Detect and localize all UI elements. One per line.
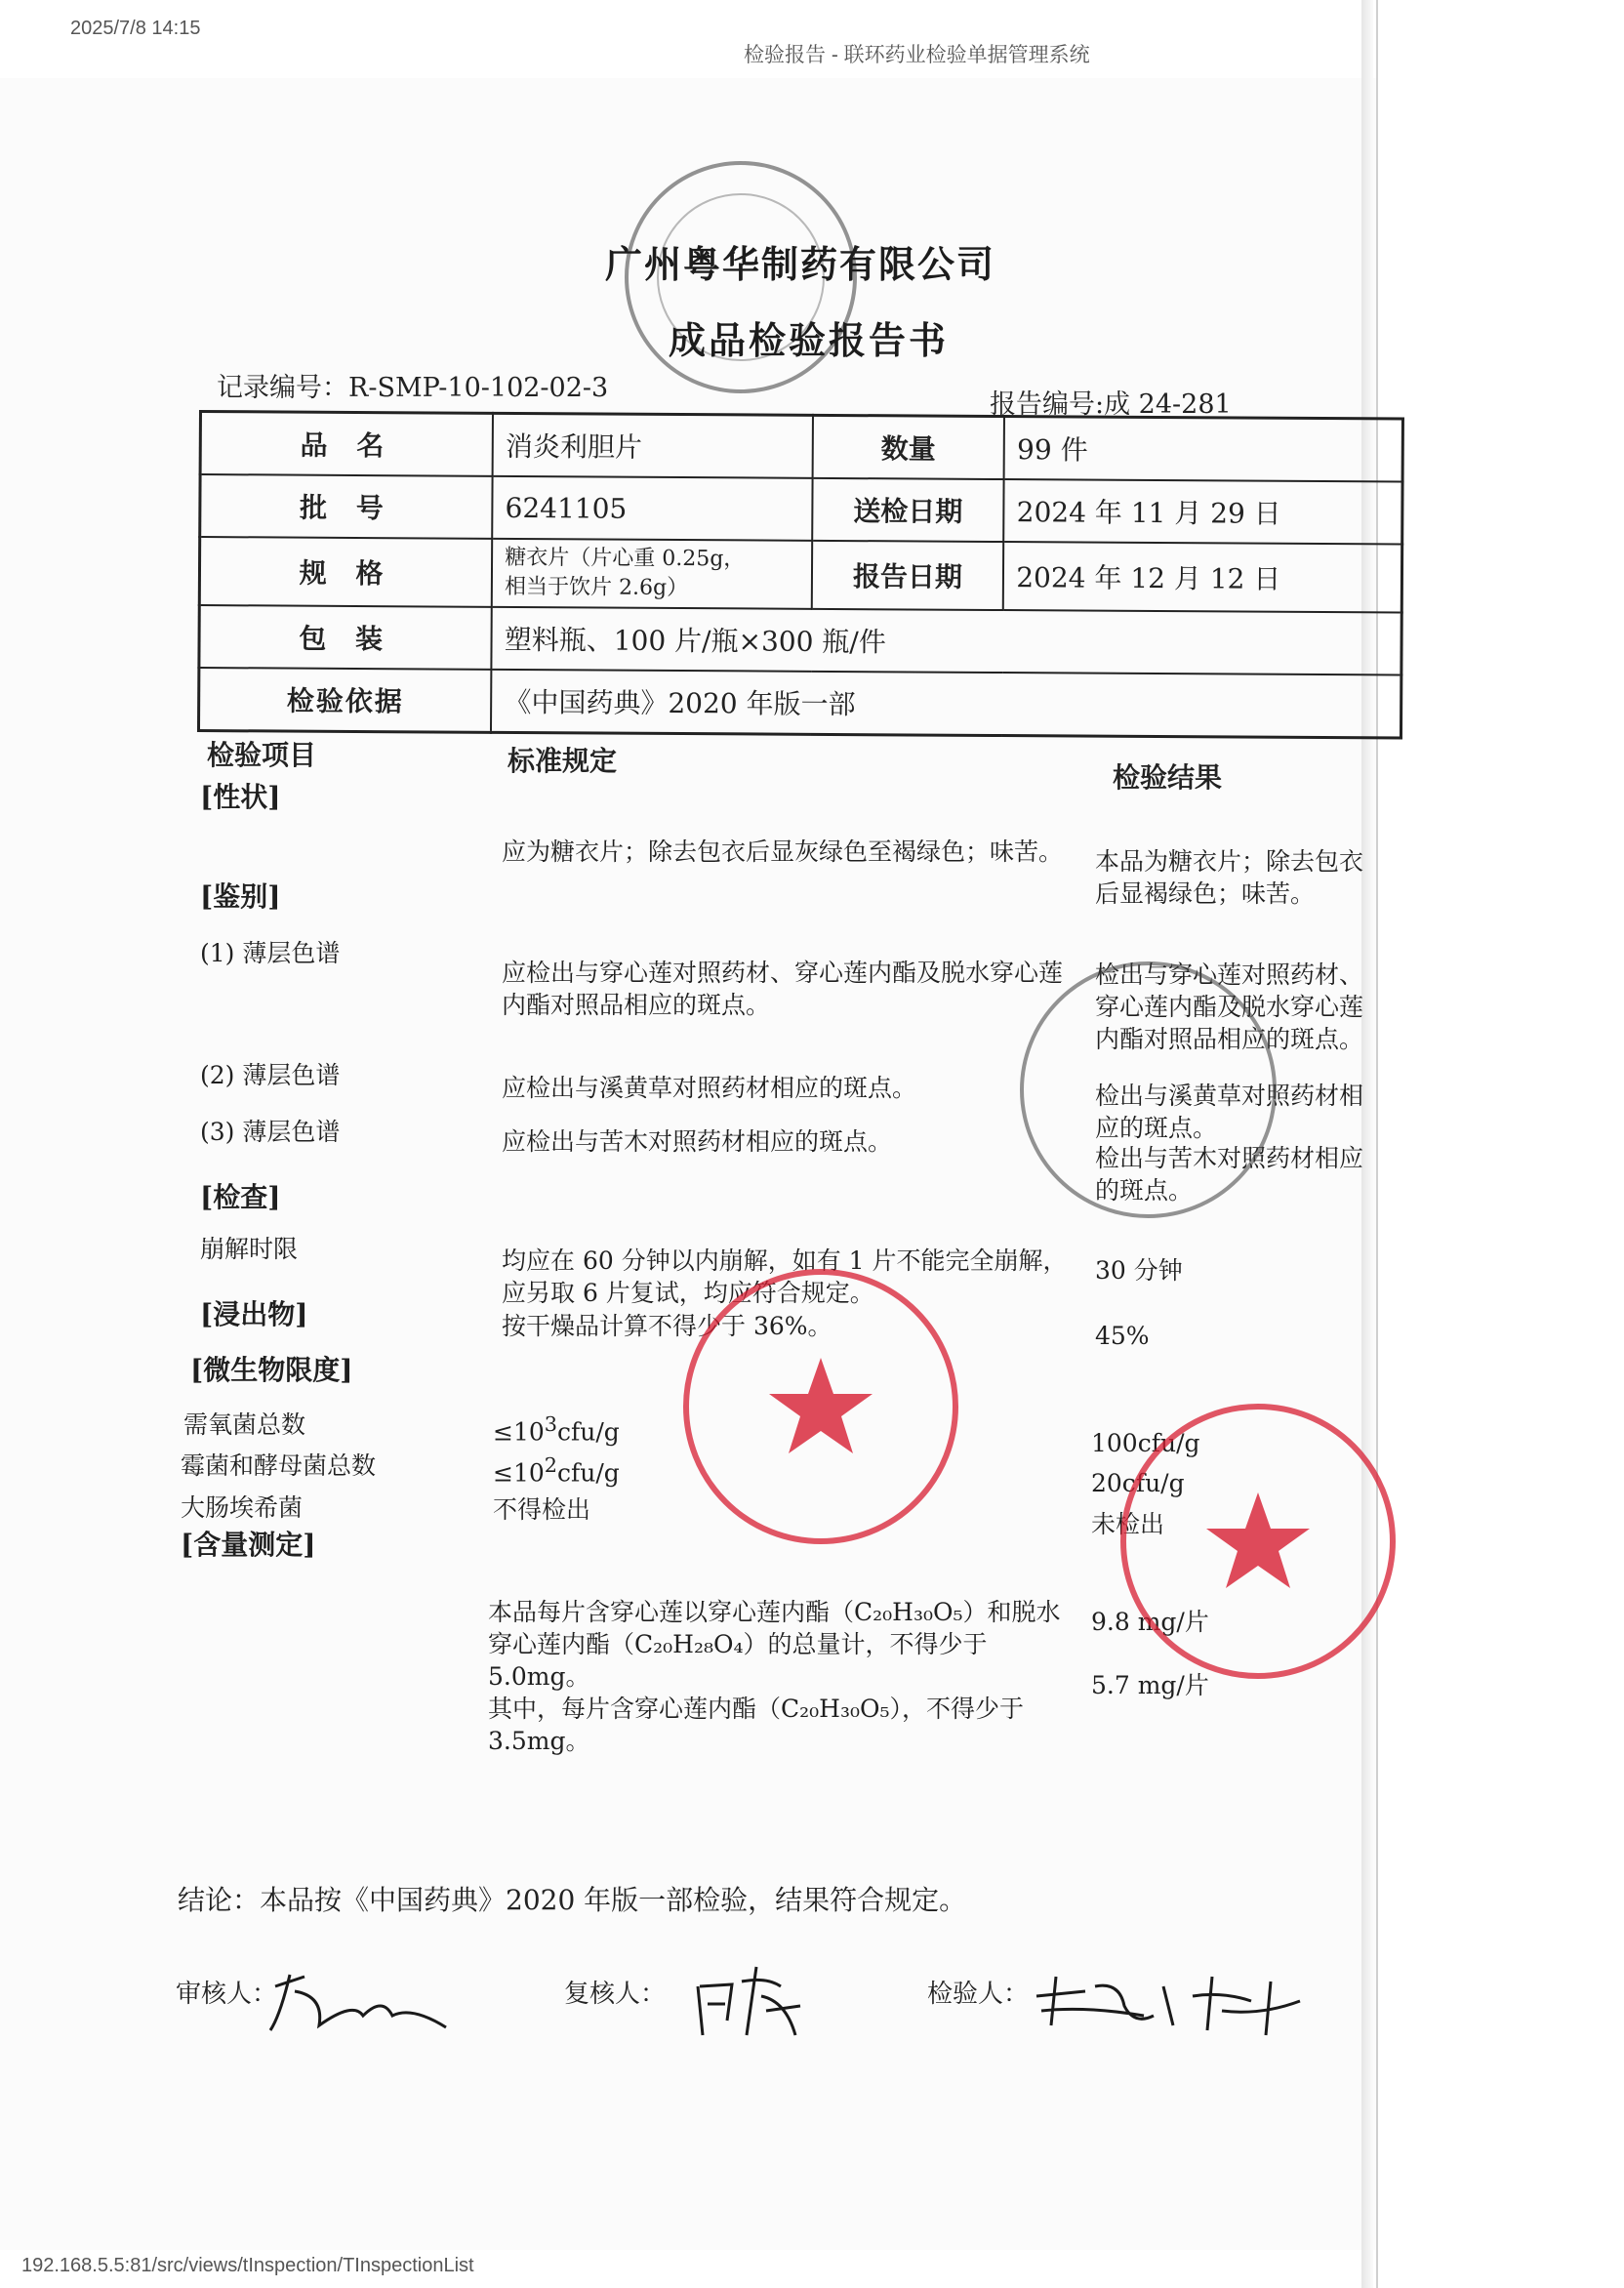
spec-value	[492, 539, 812, 609]
packaging-value: 塑料瓶、100 片/瓶×300 瓶/件	[492, 607, 1402, 675]
product-name-value: 消炎利胆片	[493, 413, 813, 477]
print-timestamp: 2025/7/8 14:15	[70, 18, 201, 39]
assay-standard-line-2: 穿心莲内酯（C₂₀H₂₈O₄）的总量计，不得少于 5.0mg。	[488, 1630, 988, 1691]
star-icon	[689, 1275, 953, 1538]
aerobic-std-unit: cfu/g	[557, 1417, 620, 1447]
ecoli-item: 大肠埃希菌	[181, 1493, 304, 1522]
identification-2-result: 检出与溪黄草对照药材相应的斑点。	[1095, 1082, 1364, 1142]
section-microbial: [微生物限度]	[190, 1354, 353, 1386]
print-url: 192.168.5.5:81/src/views/tInspection/TInspectionList	[21, 2255, 474, 2276]
reviewer-signature	[265, 1957, 451, 2045]
item-column-header: 检验项目	[207, 739, 317, 771]
assay-standard-line-3: 其中，每片含穿心莲内酯（C₂₀H₃₀O₅），不得少于	[488, 1695, 1025, 1723]
appearance-standard: 应为糖衣片；除去包衣后显灰绿色至褐绿色；味苦。	[502, 838, 1064, 866]
packaging-label: 包 装	[199, 605, 492, 670]
inspector-signature	[1027, 1957, 1310, 2045]
batch-label: 批 号	[200, 474, 493, 539]
assay-standard	[488, 1596, 1093, 1757]
print-page-title: 检验报告 - 联环药业检验单据管理系统	[744, 44, 1090, 66]
aerobic-std-exp: 3	[544, 1412, 558, 1436]
extract-result: 45%	[1095, 1322, 1150, 1350]
appearance-result: 本品为糖衣片；除去包衣后显褐绿色；味苦。	[1095, 847, 1364, 908]
record-number: 记录编号：R-SMP-10-102-02-3	[217, 373, 609, 403]
spec-label: 规 格	[199, 537, 492, 607]
report-date-label: 报告日期	[811, 541, 1003, 610]
report-header-table	[197, 410, 1404, 740]
yeast-std-base: ≤10	[493, 1458, 545, 1488]
rechecker-label: 复核人：	[564, 1980, 667, 2009]
disintegration-result: 30 分钟	[1095, 1256, 1183, 1285]
yeast-std-exp: 2	[544, 1453, 558, 1477]
spec-value-line-1: 糖衣片（片心重 0.25g，	[505, 545, 746, 572]
identification-3-item: (3) 薄层色谱	[200, 1118, 341, 1146]
scan-line	[1376, 0, 1378, 2288]
aerobic-count-item: 需氧菌总数	[183, 1410, 306, 1439]
red-qc-seal	[1120, 1404, 1396, 1679]
reviewer-label: 审核人：	[176, 1980, 278, 2009]
section-appearance: [性状]	[200, 781, 281, 813]
extract-standard: 按干燥品计算不得少于 36%。	[502, 1312, 832, 1340]
report-date-value: 2024 年 12 月 12 日	[1003, 542, 1402, 612]
assay-result-total: 9.8 mg/片	[1091, 1608, 1209, 1636]
quantity-value: 99 件	[1004, 417, 1403, 482]
yeast-mold-item: 霉菌和酵母菌总数	[181, 1451, 377, 1480]
result-column-header: 检验结果	[1113, 761, 1223, 794]
identification-1-standard: 应检出与穿心莲对照药材、穿心莲内酯及脱水穿心莲内酯对照品相应的斑点。	[502, 959, 1064, 1019]
yeast-std-unit: cfu/g	[557, 1458, 620, 1488]
table-row	[200, 412, 1402, 482]
ecoli-result: 未检出	[1091, 1510, 1165, 1538]
identification-3-standard: 应检出与苦木对照药材相应的斑点。	[502, 1127, 893, 1156]
table-row	[199, 605, 1401, 675]
identification-1-item: (1) 薄层色谱	[200, 939, 341, 967]
aerobic-std-base: ≤10	[493, 1417, 545, 1447]
report-number: 报告编号:成 24-281	[990, 389, 1232, 420]
company-name: 广州粤华制药有限公司	[605, 242, 996, 286]
section-inspection: [检查]	[200, 1181, 281, 1213]
batch-value: 6241105	[492, 476, 812, 541]
assay-standard-line-1: 本品每片含穿心莲以穿心莲内酯（C₂₀H₃₀O₅）和脱水	[488, 1598, 1061, 1626]
table-row	[200, 474, 1402, 545]
identification-2-standard: 应检出与溪黄草对照药材相应的斑点。	[502, 1074, 917, 1102]
assay-result-andrographolide: 5.7 mg/片	[1091, 1671, 1209, 1699]
ecoli-standard: 不得检出	[493, 1495, 591, 1524]
section-identification: [鉴别]	[200, 880, 281, 913]
table-row	[198, 668, 1401, 738]
identification-3-result: 检出与苦木对照药材相应的斑点。	[1095, 1144, 1364, 1205]
spec-value-line-2: 相当于饮片 2.6g）	[505, 574, 689, 601]
basis-value: 《中国药典》2020 年版一部	[491, 670, 1401, 738]
assay-standard-line-4: 3.5mg。	[488, 1727, 590, 1755]
sent-date-label: 送检日期	[812, 478, 1004, 542]
red-quality-dept-seal	[683, 1269, 958, 1544]
identification-1-result: 检出与穿心莲对照药材、穿心莲内酯及脱水穿心莲内酯对照品相应的斑点。	[1095, 960, 1364, 1053]
rechecker-signature	[688, 1957, 815, 2045]
star-icon	[1126, 1410, 1390, 1673]
standard-column-header: 标准规定	[508, 745, 618, 777]
report-title: 成品检验报告书	[669, 318, 950, 362]
basis-label: 检验依据	[198, 668, 491, 732]
section-extract: [浸出物]	[200, 1298, 308, 1330]
inspector-label: 检验人：	[927, 1980, 1030, 2009]
disintegration-standard: 均应在 60 分钟以内崩解，如有 1 片不能完全崩解，应另取 6 片复试，均应符合规定。	[502, 1246, 1068, 1307]
identification-2-item: (2) 薄层色谱	[200, 1061, 341, 1089]
quantity-label: 数量	[812, 415, 1004, 479]
section-assay: [含量测定]	[181, 1529, 316, 1561]
disintegration-item: 崩解时限	[200, 1235, 299, 1263]
company-seal	[1020, 961, 1277, 1218]
product-name-label: 品 名	[200, 412, 493, 476]
aerobic-count-result: 100cfu/g	[1091, 1429, 1200, 1457]
conclusion: 结论：本品按《中国药典》2020 年版一部检验，结果符合规定。	[178, 1884, 967, 1916]
table-row	[199, 537, 1401, 613]
yeast-mold-result: 20cfu/g	[1091, 1469, 1185, 1497]
sent-date-value: 2024 年 11 月 29 日	[1004, 479, 1403, 544]
